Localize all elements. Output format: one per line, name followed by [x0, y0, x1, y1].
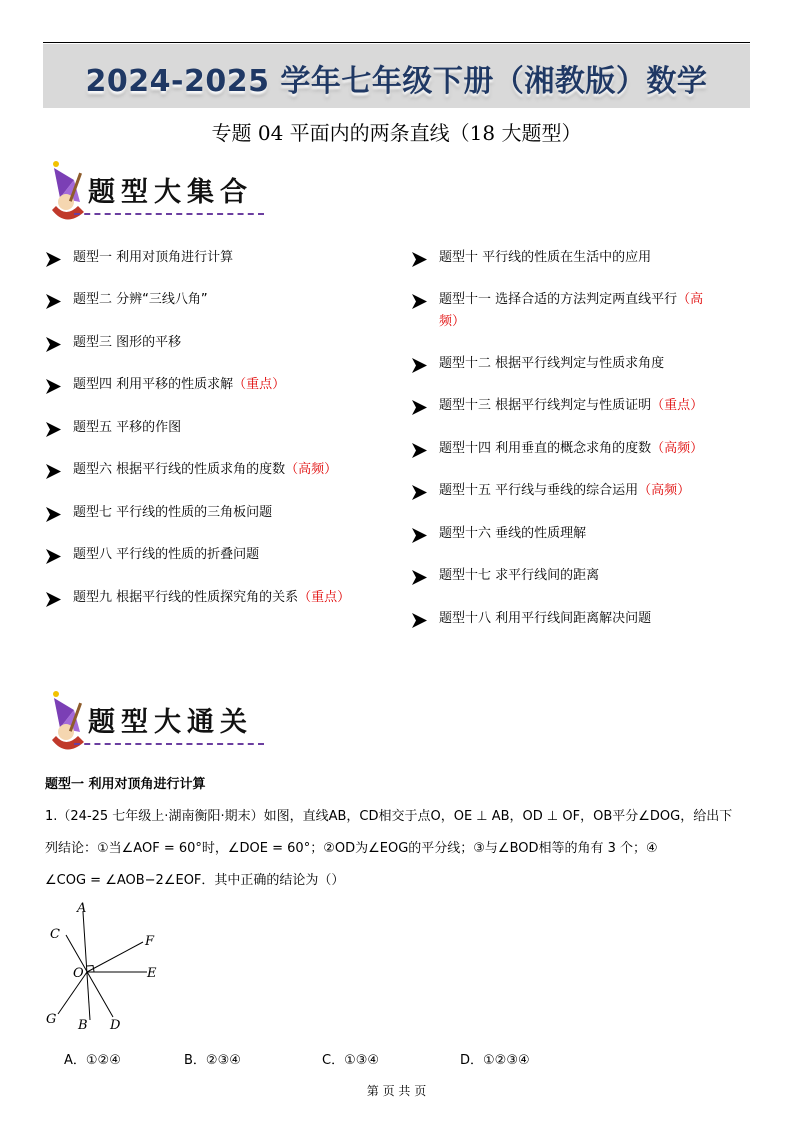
toc-item-label: 题型九 根据平行线的性质探究角的关系 [73, 590, 299, 605]
problem-text-line-3: ∠COG = ∠AOB−2∠EOF．其中正确的结论为（） [45, 873, 345, 888]
arrow-bullet-icon [411, 527, 428, 544]
toc-item-label: 题型十一 选择合适的方法判定两直线平行 [439, 292, 678, 307]
choice-text: ①③④ [344, 1053, 380, 1068]
toc-item-tag: （高频） [651, 441, 704, 456]
breakthrough-logo [44, 688, 266, 756]
arrow-bullet-icon [411, 293, 428, 310]
point-label-a: A [77, 901, 87, 916]
point-label-g: G [46, 1012, 57, 1027]
toc-item-label: 题型四 利用平移的性质求解 [73, 377, 234, 392]
toc-item-tag: （高频） [638, 483, 691, 498]
toc-item-tag: （高 [677, 292, 704, 307]
toc-item-tag: （高频） [285, 462, 338, 477]
wizard-icon [44, 158, 92, 226]
arrow-bullet-icon [411, 251, 428, 268]
toc-item-tag: （重点） [298, 590, 351, 605]
choice-b[interactable] [184, 1049, 241, 1068]
top-rule [43, 42, 750, 43]
problem-text-line-1: 1.（24-25 七年级上·湖南衡阳·期末）如图，直线AB，CD相交于点O，OE ⊥ AB，OD ⊥ OF，OB平分∠DOG，给出下 [45, 809, 733, 824]
logo-underline [74, 743, 264, 745]
arrow-bullet-icon [411, 357, 428, 374]
toc-item-label: 题型五 平移的作图 [73, 420, 182, 435]
arrow-bullet-icon [45, 463, 62, 480]
toc-item-label: 题型三 图形的平移 [73, 335, 182, 350]
point-label-o: O [73, 966, 84, 981]
toc-item-tag: （重点） [233, 377, 286, 392]
arrow-bullet-icon [411, 484, 428, 501]
arrow-bullet-icon [411, 399, 428, 416]
title-banner [43, 44, 750, 108]
arrow-bullet-icon [45, 251, 62, 268]
ray-of [87, 942, 143, 972]
toc-item-tag: （重点） [651, 398, 704, 413]
section-heading: 题型一 利用对顶角进行计算 [45, 777, 206, 792]
toc-item-label: 题型十 平行线的性质在生活中的应用 [439, 250, 652, 265]
toc-item-label: 题型二 分辨“三线八角” [73, 292, 208, 307]
page-footer: 第 页 共 页 [366, 1084, 427, 1098]
choice-d[interactable] [460, 1049, 530, 1068]
arrow-bullet-icon [411, 569, 428, 586]
toc-item-label: 题型六 根据平行线的性质求角的度数 [73, 462, 286, 477]
choice-letter: A． [64, 1053, 86, 1068]
collection-logo-text: 题型大集合 [88, 177, 253, 208]
toc-item-label: 题型十七 求平行线间的距离 [439, 568, 600, 583]
arrow-bullet-icon [45, 293, 62, 310]
page-subtitle: 专题 04 平面内的两条直线（18 大题型） [211, 121, 582, 145]
banner-title: 2024-2025 学年七年级下册（湘教版）数学 [85, 64, 708, 99]
toc-item-label: 题型十二 根据平行线判定与性质求角度 [439, 356, 665, 371]
choice-letter: D． [460, 1053, 484, 1068]
choice-letter: C． [322, 1053, 345, 1068]
arrow-bullet-icon [411, 442, 428, 459]
logo-underline [74, 213, 264, 215]
toc-item-label: 题型十八 利用平行线间距离解决问题 [439, 611, 652, 626]
problem-text-line-2: 列结论：①当∠AOF = 60°时，∠DOE = 60°；②OD为∠EOG的平分线；③与∠BOD相等的角有 3 个；④ [45, 841, 658, 856]
choice-text: ①②④ [85, 1053, 121, 1068]
point-label-d: D [110, 1018, 121, 1033]
point-label-b: B [78, 1018, 88, 1033]
toc-item-label: 题型七 平行线的性质的三角板问题 [73, 505, 273, 520]
point-label-e: E [147, 966, 157, 981]
arrow-bullet-icon [411, 612, 428, 629]
geometry-figure [40, 900, 170, 1035]
toc-item-label: 题型十三 根据平行线判定与性质证明 [439, 398, 652, 413]
choice-c[interactable] [322, 1049, 379, 1068]
point-label-c: C [50, 927, 60, 942]
point-label-f: F [145, 934, 155, 949]
choice-text: ②③④ [205, 1053, 241, 1068]
arrow-bullet-icon [45, 421, 62, 438]
wizard-icon [44, 688, 92, 756]
toc-item-tag-continued: 频） [439, 314, 466, 329]
choice-letter: B． [184, 1053, 206, 1068]
arrow-bullet-icon [45, 336, 62, 353]
choice-a[interactable] [64, 1049, 121, 1068]
collection-logo [44, 158, 266, 226]
toc-item-label: 题型十五 平行线与垂线的综合运用 [439, 483, 639, 498]
breakthrough-logo-text: 题型大通关 [88, 707, 253, 738]
toc-item-label: 题型十六 垂线的性质理解 [439, 526, 587, 541]
toc-item-label: 题型一 利用对顶角进行计算 [73, 250, 234, 265]
arrow-bullet-icon [45, 548, 62, 565]
toc-item-label: 题型八 平行线的性质的折叠问题 [73, 547, 260, 562]
toc-item-label: 题型十四 利用垂直的概念求角的度数 [439, 441, 652, 456]
choice-text: ①②③④ [483, 1053, 530, 1068]
arrow-bullet-icon [45, 591, 62, 608]
arrow-bullet-icon [45, 378, 62, 395]
arrow-bullet-icon [45, 506, 62, 523]
